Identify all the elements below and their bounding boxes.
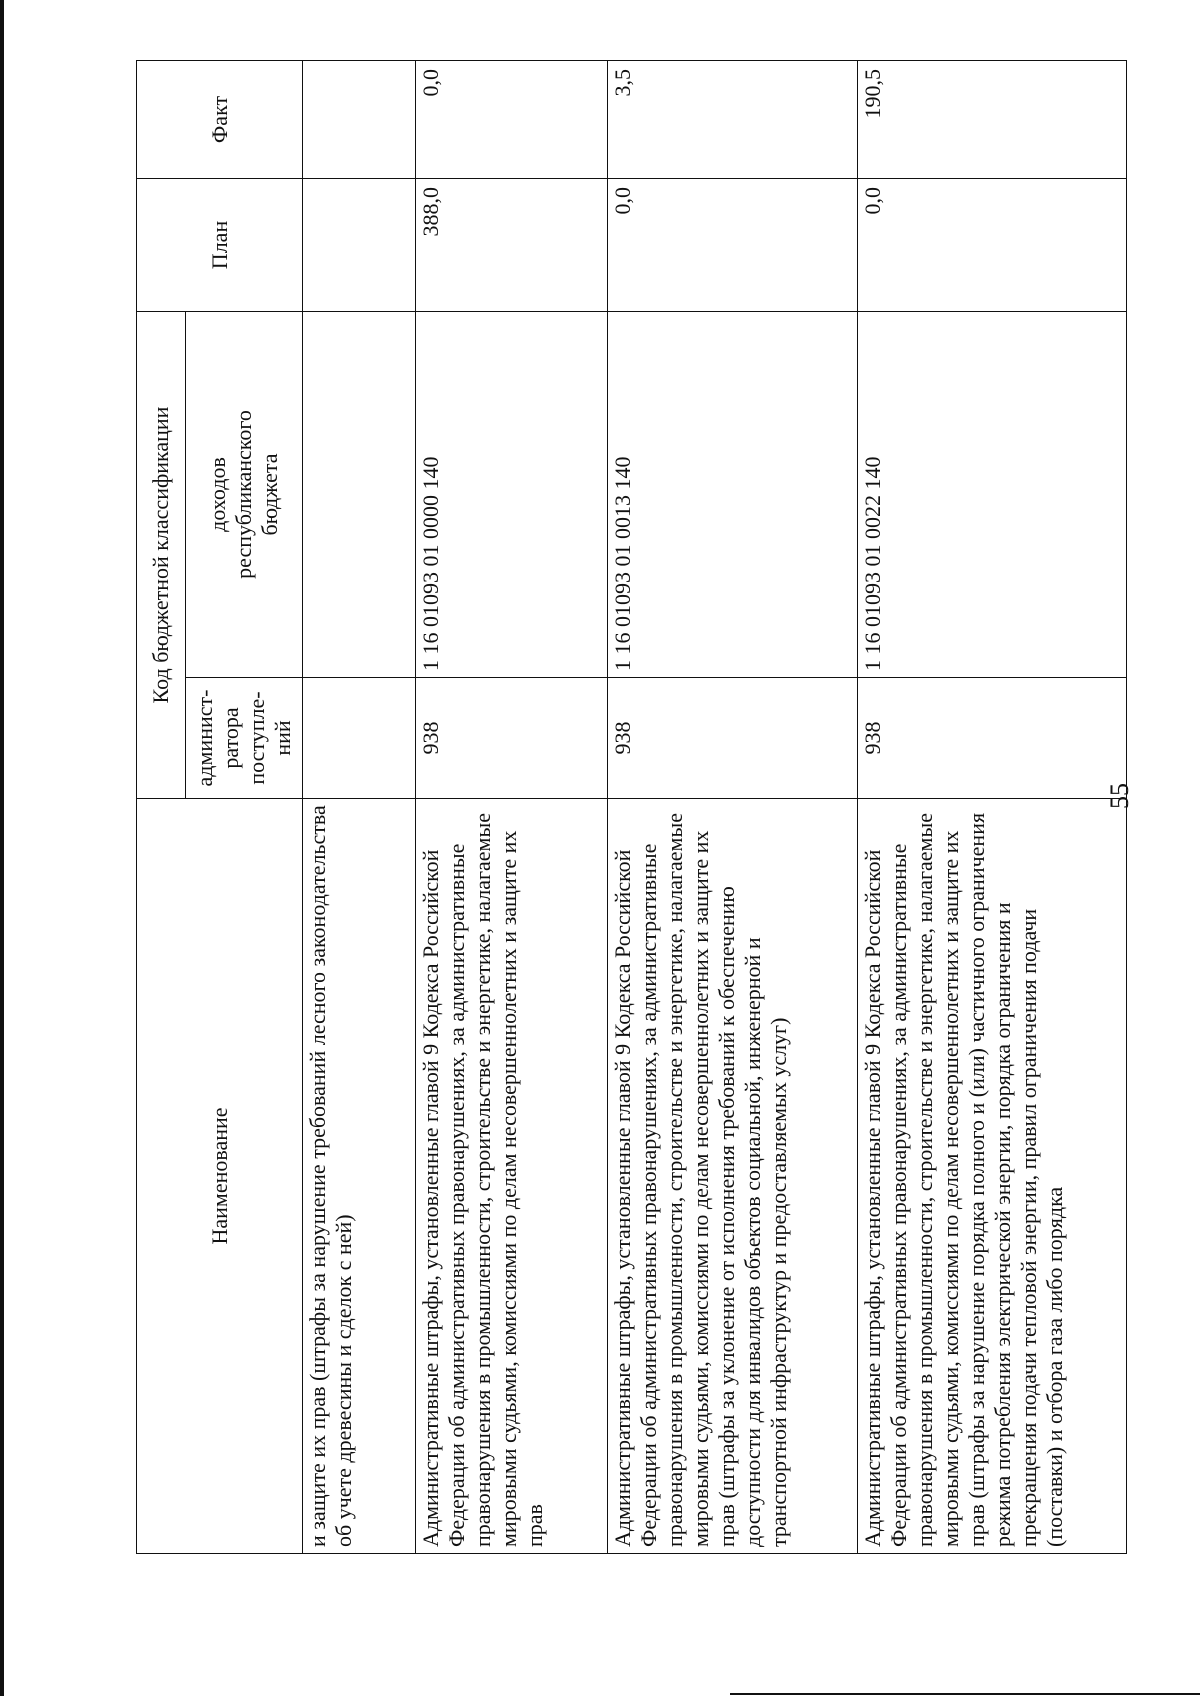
row-income-code: 1 16 01093 01 0000 140	[416, 311, 608, 677]
header-admin-line-3: поступле-	[244, 691, 269, 785]
row-fact: 0,0	[416, 60, 608, 178]
row-admin-code: 938	[858, 678, 1127, 799]
header-admin	[186, 678, 303, 799]
row-name: и защите их прав (штрафы за нарушение требований лесного законодательства об учете древесины и сделок с ней)	[303, 799, 416, 1554]
header-admin-line-2: ратора	[218, 707, 243, 769]
row-fact	[303, 60, 416, 178]
header-name: Наименование	[137, 799, 303, 1554]
table-header-row	[137, 60, 186, 1553]
row-plan: 388,0	[416, 178, 608, 311]
row-name: Административные штрафы, установленные главой 9 Кодекса Российской Федерации об административных правонарушениях, за административные правонарушения в промышленности, строительстве и энергетике, налагаемые мировыми судьями, комиссиями по делам несовершеннолетних и защите их прав (штрафы за уклонение от исполнения требований к обеспечению доступности для инвалидов объектов социальной, инженерной и транспортной инфраструктур и предоставляемых услуг)	[608, 799, 858, 1554]
row-plan: 0,0	[608, 178, 858, 311]
table-row	[858, 60, 1127, 1553]
header-budget-code-group: Код бюджетной классификации	[137, 311, 186, 798]
row-name: Административные штрафы, установленные главой 9 Кодекса Российской Федерации об административных правонарушениях, за административные правонарушения в промышленности, строительстве и энергетике, налагаемые мировыми судьями, комиссиями по делам несовершеннолетних и защите их прав	[416, 799, 608, 1554]
table-row	[608, 60, 858, 1553]
header-income-line-3: бюджета	[257, 453, 282, 536]
header-admin-line-4: ний	[270, 720, 295, 756]
table-row	[416, 60, 608, 1553]
row-income-code: 1 16 01093 01 0022 140	[858, 311, 1127, 677]
row-admin-code: 938	[416, 678, 608, 799]
row-plan: 0,0	[858, 178, 1127, 311]
row-income-code: 1 16 01093 01 0013 140	[608, 311, 858, 677]
row-fact: 3,5	[608, 60, 858, 178]
header-admin-line-1: админист-	[192, 689, 217, 787]
header-income-code	[186, 311, 303, 677]
header-income-line-1: доходов	[205, 457, 230, 532]
row-name: Административные штрафы, установленные главой 9 Кодекса Российской Федерации об административных правонарушениях, за административные правонарушения в промышленности, строительстве и энергетике, налагаемые мировыми судьями, комиссиями по делам несовершеннолетних и защите их прав (штрафы за нарушение порядка полного и (или) частичного ограничения режима потребления электрической энергии, порядка ограничения и прекращения подачи тепловой энергии, правил ограничения подачи (поставки) и отбора газа либо порядка	[858, 799, 1127, 1554]
budget-revenue-table	[136, 60, 1127, 1554]
row-admin-code: 938	[608, 678, 858, 799]
header-income-line-2: республиканского	[231, 410, 256, 579]
table-row	[303, 60, 416, 1553]
row-income-code	[303, 311, 416, 677]
row-plan	[303, 178, 416, 311]
header-fact: Факт	[137, 60, 303, 178]
page-number: 55	[1105, 783, 1134, 809]
row-fact: 190,5	[858, 60, 1127, 178]
row-admin-code	[303, 678, 416, 799]
header-plan: План	[137, 178, 303, 311]
